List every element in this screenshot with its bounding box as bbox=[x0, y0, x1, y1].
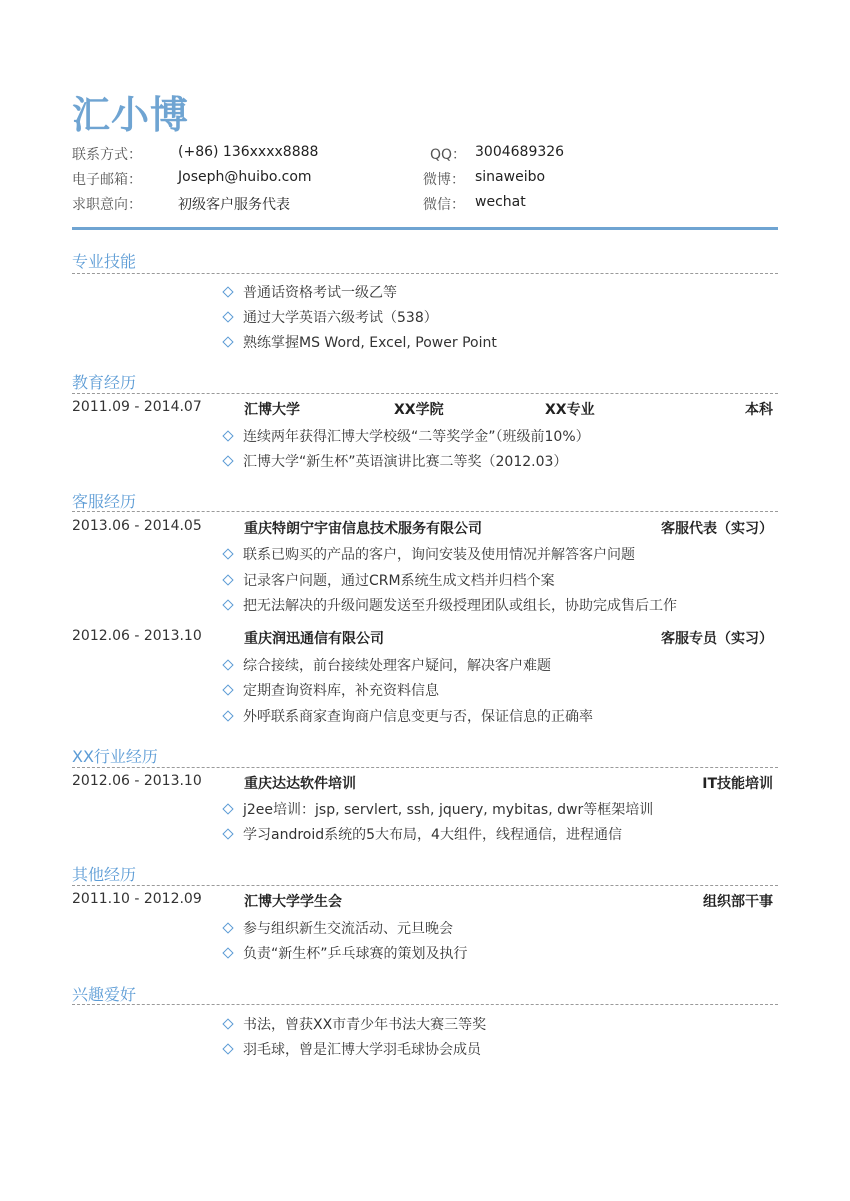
list-item: 定期查询资料库，补充资料信息 bbox=[224, 680, 439, 700]
diamond-bullet-icon bbox=[222, 455, 233, 466]
education-college: XX学院 bbox=[394, 402, 444, 418]
list-item: 普通话资格考试一级乙等 bbox=[224, 282, 397, 302]
list-item: 参与组织新生交流活动、元旦晚会 bbox=[224, 918, 453, 938]
contact-phone-value: (+86) 136xxxx8888 bbox=[178, 144, 319, 160]
candidate-name: 汇小博 bbox=[72, 93, 190, 137]
header-divider bbox=[72, 227, 778, 230]
section-title-industry: XX行业经历 bbox=[72, 747, 158, 766]
section-divider bbox=[72, 885, 778, 886]
list-item: 综合接续，前台接续处理客户疑问，解决客户难题 bbox=[224, 655, 551, 675]
other-date: 2011.10 - 2012.09 bbox=[72, 891, 202, 907]
industry-role: IT技能培训 bbox=[702, 776, 773, 792]
diamond-bullet-icon bbox=[222, 574, 233, 585]
section-title-education: 教育经历 bbox=[72, 373, 137, 392]
section-divider bbox=[72, 767, 778, 768]
list-item: 外呼联系商家查询商户信息变更与否，保证信息的正确率 bbox=[224, 706, 593, 726]
education-major: XX专业 bbox=[545, 402, 595, 418]
diamond-bullet-icon bbox=[222, 336, 233, 347]
contact-wechat-value: wechat bbox=[475, 194, 526, 210]
other-org: 汇博大学学生会 bbox=[244, 894, 342, 910]
job-date: 2012.06 - 2013.10 bbox=[72, 628, 202, 644]
job-role: 客服专员（实习） bbox=[661, 631, 773, 647]
diamond-bullet-icon bbox=[222, 311, 233, 322]
education-school: 汇博大学 bbox=[244, 402, 300, 418]
diamond-bullet-icon bbox=[222, 947, 233, 958]
diamond-bullet-icon bbox=[222, 803, 233, 814]
section-divider bbox=[72, 273, 778, 274]
list-item: 记录客户问题，通过CRM系统生成文档并归档个案 bbox=[224, 570, 555, 590]
diamond-bullet-icon bbox=[222, 548, 233, 559]
list-item: j2ee培训：jsp, servlert, ssh, jquery, mybitas, dwr等框架培训 bbox=[224, 799, 653, 819]
contact-email-label: 电子邮箱： bbox=[72, 172, 142, 188]
list-item: 书法，曾获XX市青少年书法大赛三等奖 bbox=[224, 1014, 486, 1034]
list-item: 熟练掌握MS Word, Excel, Power Point bbox=[224, 332, 497, 352]
diamond-bullet-icon bbox=[222, 1018, 233, 1029]
job-date: 2013.06 - 2014.05 bbox=[72, 518, 202, 534]
section-divider bbox=[72, 511, 778, 512]
education-degree: 本科 bbox=[745, 402, 773, 418]
contact-objective-value: 初级客户服务代表 bbox=[178, 197, 290, 213]
section-title-skills: 专业技能 bbox=[72, 252, 137, 271]
list-item: 连续两年获得汇博大学校级“二等奖学金”（班级前10%） bbox=[224, 426, 590, 446]
list-item: 学习android系统的5大布局，4大组件，线程通信，进程通信 bbox=[224, 824, 622, 844]
diamond-bullet-icon bbox=[222, 1043, 233, 1054]
section-title-hobbies: 兴趣爱好 bbox=[72, 985, 137, 1004]
contact-phone-label: 联系方式： bbox=[72, 147, 142, 163]
contact-objective-label: 求职意向： bbox=[72, 197, 142, 213]
diamond-bullet-icon bbox=[222, 684, 233, 695]
industry-date: 2012.06 - 2013.10 bbox=[72, 773, 202, 789]
contact-qq-label: QQ： bbox=[430, 147, 467, 163]
list-item: 联系已购买的产品的客户，询问安装及使用情况并解答客户问题 bbox=[224, 544, 635, 564]
list-item: 负责“新生杯”乒乓球赛的策划及执行 bbox=[224, 943, 468, 963]
diamond-bullet-icon bbox=[222, 659, 233, 670]
section-title-service: 客服经历 bbox=[72, 492, 137, 511]
contact-weibo-value: sinaweibo bbox=[475, 169, 546, 185]
diamond-bullet-icon bbox=[222, 828, 233, 839]
list-item: 把无法解决的升级问题发送至升级授理团队或组长，协助完成售后工作 bbox=[224, 595, 677, 615]
list-item: 汇博大学“新生杯”英语演讲比赛二等奖（2012.03） bbox=[224, 451, 567, 471]
job-role: 客服代表（实习） bbox=[661, 521, 773, 537]
diamond-bullet-icon bbox=[222, 286, 233, 297]
contact-wechat-label: 微信： bbox=[423, 197, 465, 213]
industry-company: 重庆达达软件培训 bbox=[244, 776, 356, 792]
section-divider bbox=[72, 1004, 778, 1005]
list-item: 羽毛球，曾是汇博大学羽毛球协会成员 bbox=[224, 1039, 481, 1059]
contact-email-value: Joseph@huibo.com bbox=[178, 169, 312, 185]
job-company: 重庆特朗宁宇宙信息技术服务有限公司 bbox=[244, 521, 482, 537]
diamond-bullet-icon bbox=[222, 430, 233, 441]
section-title-other: 其他经历 bbox=[72, 865, 137, 884]
education-date: 2011.09 - 2014.07 bbox=[72, 399, 202, 415]
diamond-bullet-icon bbox=[222, 710, 233, 721]
other-role: 组织部干事 bbox=[703, 894, 773, 910]
contact-weibo-label: 微博： bbox=[423, 172, 465, 188]
section-divider bbox=[72, 393, 778, 394]
diamond-bullet-icon bbox=[222, 599, 233, 610]
diamond-bullet-icon bbox=[222, 922, 233, 933]
job-company: 重庆润迅通信有限公司 bbox=[244, 631, 384, 647]
list-item: 通过大学英语六级考试（538） bbox=[224, 307, 438, 327]
contact-qq-value: 3004689326 bbox=[475, 144, 565, 160]
